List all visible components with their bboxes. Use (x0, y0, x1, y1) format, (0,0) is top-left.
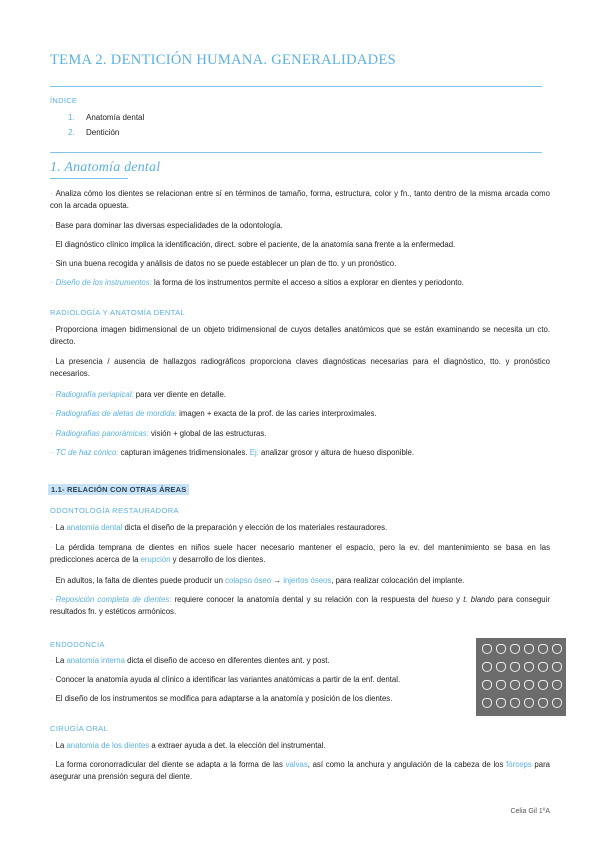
tooth-drawing (524, 680, 534, 690)
tooth-drawing (496, 662, 506, 672)
index-heading: ÍNDICE (50, 96, 78, 105)
tooth-drawing (552, 662, 562, 672)
paragraph: · La forma coronorradicular del diente se adapta a la forma de las valvas, así como la anchura y angulación de la cabeza de los fórceps para asegurar una prensión segura del diente. (50, 760, 551, 782)
endodontics-heading: ENDODONCIA (50, 640, 105, 649)
paragraph: · Reposición completa de dientes: requiere conocer la anatomía dental y su relación con la respuesta del hueso y t. blando para conseguir resultados fn. y estéticos armónicos. (50, 595, 550, 617)
subsection-heading-highlight: 1.1- RELACIÓN CON OTRAS ÁREAS (48, 484, 189, 495)
index-list (68, 110, 144, 140)
teeth-illustration-image (476, 638, 566, 716)
tooth-drawing (524, 698, 534, 708)
section-heading-anatomy: 1. Anatomía dental (50, 160, 161, 175)
paragraph: · La anatomía dental dicta el diseño de la preparación y elección de los materiales restauradores. (50, 523, 388, 532)
oral-surgery-heading: CIRUGÍA ORAL (50, 724, 109, 733)
paragraph: · En adultos, la falta de dientes puede producir un colapso óseo → injertos óseos, para realizar colocación del implante. (50, 576, 465, 585)
paragraph: · Diseño de los instrumentos: la forma de los instrumentos permite el acceso a sitios a explorar en dientes y periodonto. (50, 278, 464, 287)
tooth-drawing (538, 698, 548, 708)
paragraph: · La anatomía de los dientes a extraer ayuda a det. la elección del instrumental. (50, 741, 326, 750)
tooth-drawing (510, 662, 520, 672)
paragraph: · Proporciona imagen bidimensional de un objeto tridimensional de cuyos detalles anatómicos que se están examinando se necesita un cto. directo. (50, 325, 550, 347)
document-title: TEMA 2. DENTICIÓN HUMANA. GENERALIDADES (50, 52, 396, 68)
index-item[interactable]: 1. Anatomía dental (68, 113, 145, 122)
tooth-drawing (482, 662, 492, 672)
tooth-drawing (538, 662, 548, 672)
footer-author: Celia Gil 1ºA (510, 808, 550, 815)
radiology-heading: RADIOLOGÍA Y ANATOMÍA DENTAL (50, 308, 186, 317)
tooth-drawing (510, 680, 520, 690)
index-item[interactable]: 2. Dentición (68, 128, 120, 137)
paragraph: · Base para dominar las diversas especialidades de la odontología. (50, 221, 283, 230)
paragraph: · Radiografías de aletas de mordida: imagen + exacta de la prof. de las caries interproximales. (50, 409, 377, 418)
tooth-drawing (552, 644, 562, 654)
tooth-drawing (538, 644, 548, 654)
tooth-drawing (482, 698, 492, 708)
tooth-drawing (524, 662, 534, 672)
paragraph: · Radiografías panorámicas: visión + global de las estructuras. (50, 429, 267, 438)
tooth-drawing (524, 644, 534, 654)
paragraph: · Sin una buena recogida y análisis de datos no se puede establecer un plan de tto. y un pronóstico. (50, 259, 397, 268)
tooth-drawing (510, 698, 520, 708)
tooth-drawing (510, 644, 520, 654)
paragraph: · Analiza cómo los dientes se relacionan entre sí en términos de tamaño, forma, estructura, color y fn., tanto dentro de la misma arcada como con la arcada opuesta. (50, 189, 550, 211)
divider-top (50, 86, 542, 87)
paragraph: · Conocer la anatomía ayuda al clínico a identificar las variantes anatómicas a partir de la enf. dental. (50, 675, 401, 684)
section-heading-underline (50, 178, 128, 179)
tooth-drawing (496, 698, 506, 708)
paragraph: · El diseño de los instrumentos se modifica para adaptarse a la anatomía y posición de los dientes. (50, 694, 393, 703)
tooth-drawing (496, 680, 506, 690)
divider-index (50, 152, 542, 153)
paragraph: · La anatomía interna dicta el diseño de acceso en diferentes dientes ant. y post. (50, 656, 330, 665)
paragraph: · La presencia / ausencia de hallazgos radiográficos proporciona claves diagnósticas necesarias para el diagnóstico, tto. y pronóstico necesarios. (50, 357, 550, 379)
restorative-heading: ODONTOLOGÍA RESTAURADORA (50, 506, 179, 515)
tooth-drawing (482, 644, 492, 654)
tooth-drawing (496, 644, 506, 654)
paragraph: · TC de haz cónico: capturan imágenes tridimensionales. Ej: analizar grosor y altura de hueso disponible. (50, 448, 415, 457)
tooth-drawing (538, 680, 548, 690)
tooth-drawing (482, 680, 492, 690)
tooth-drawing (552, 698, 562, 708)
paragraph: · El diagnóstico clínico implica la identificación, direct. sobre el paciente, de la anatomía sana frente a la enfermedad. (50, 240, 456, 249)
paragraph: · Radiografía periapical: para ver diente en detalle. (50, 390, 226, 399)
tooth-drawing (552, 680, 562, 690)
paragraph: · La pérdida temprana de dientes en niños suele hacer necesario mantener el espacio, pero la ev. del mantenimiento se basa en las predicciones acerca de la erupción y desarrollo de los dientes. (50, 543, 550, 565)
